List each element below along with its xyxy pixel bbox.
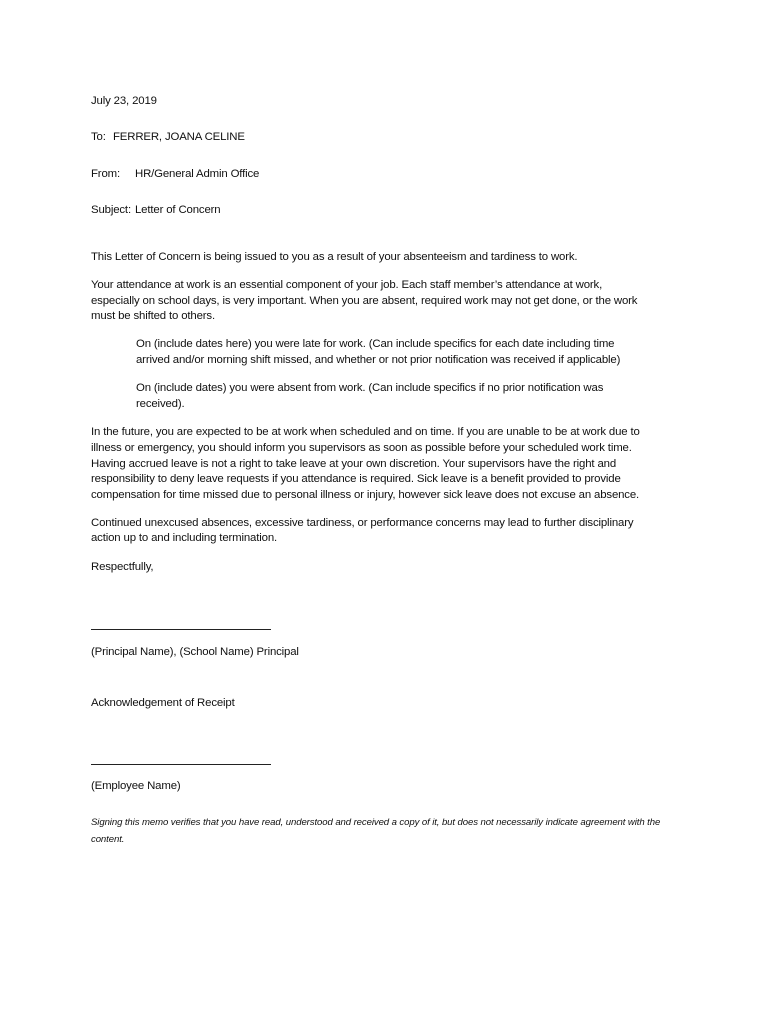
principal-signature-name: (Principal Name), (School Name) Principal xyxy=(91,646,299,658)
future-line: responsibility to deny leave requests if you attendance is required. Sick leave is a benefit provided to provide xyxy=(91,473,621,485)
late-line: arrived and/or morning shift missed, and whether or not prior notification was received if applicable) xyxy=(136,354,621,366)
to-label: To: xyxy=(91,131,106,143)
employee-signature-line xyxy=(91,764,271,765)
future-line: compensation for time missed due to personal illness or injury, however sick leave does not excuse an absence. xyxy=(91,489,640,501)
acknowledgement-footnote: Signing this memo verifies that you have read, understood and received a copy of it, but does not necessarily indicate agreement with the content. xyxy=(91,817,661,845)
employee-signature-name: (Employee Name) xyxy=(91,780,181,792)
warning-line: action up to and including termination. xyxy=(91,532,278,544)
future-line: illness or emergency, you should inform you supervisors as soon as possible before your scheduled work time. xyxy=(91,442,632,454)
future-line: In the future, you are expected to be at work when scheduled and on time. If you are unable to be at work due to xyxy=(91,426,640,438)
principal-signature-line xyxy=(91,629,271,630)
absent-line: received). xyxy=(136,398,185,410)
to-recipient: FERRER, JOANA CELINE xyxy=(113,131,245,143)
closing: Respectfully, xyxy=(91,561,154,573)
from-label: From: xyxy=(91,168,120,180)
attendance-line: must be shifted to others. xyxy=(91,310,215,322)
late-line: On (include dates here) you were late for work. (Can include specifics for each date including time xyxy=(136,338,615,350)
absent-line: On (include dates) you were absent from work. (Can include specifics if no prior notification was xyxy=(136,382,604,394)
attendance-line: Your attendance at work is an essential component of your job. Each staff member’s attendance at work, xyxy=(91,279,603,291)
letter-date: July 23, 2019 xyxy=(91,95,157,107)
acknowledgement-heading: Acknowledgement of Receipt xyxy=(91,697,235,709)
subject-label: Subject: xyxy=(91,204,131,216)
subject-text: Letter of Concern xyxy=(135,204,221,216)
attendance-line: especially on school days, is very important. When you are absent, required work may not get done, or the work xyxy=(91,295,638,307)
from-sender: HR/General Admin Office xyxy=(135,168,260,180)
warning-line: Continued unexcused absences, excessive tardiness, or performance concerns may lead to further disciplinary xyxy=(91,517,634,529)
intro-paragraph: This Letter of Concern is being issued to you as a result of your absenteeism and tardiness to work. xyxy=(91,251,578,263)
future-line: Having accrued leave is not a right to take leave at your own discretion. Your supervisors have the right and xyxy=(91,458,617,470)
